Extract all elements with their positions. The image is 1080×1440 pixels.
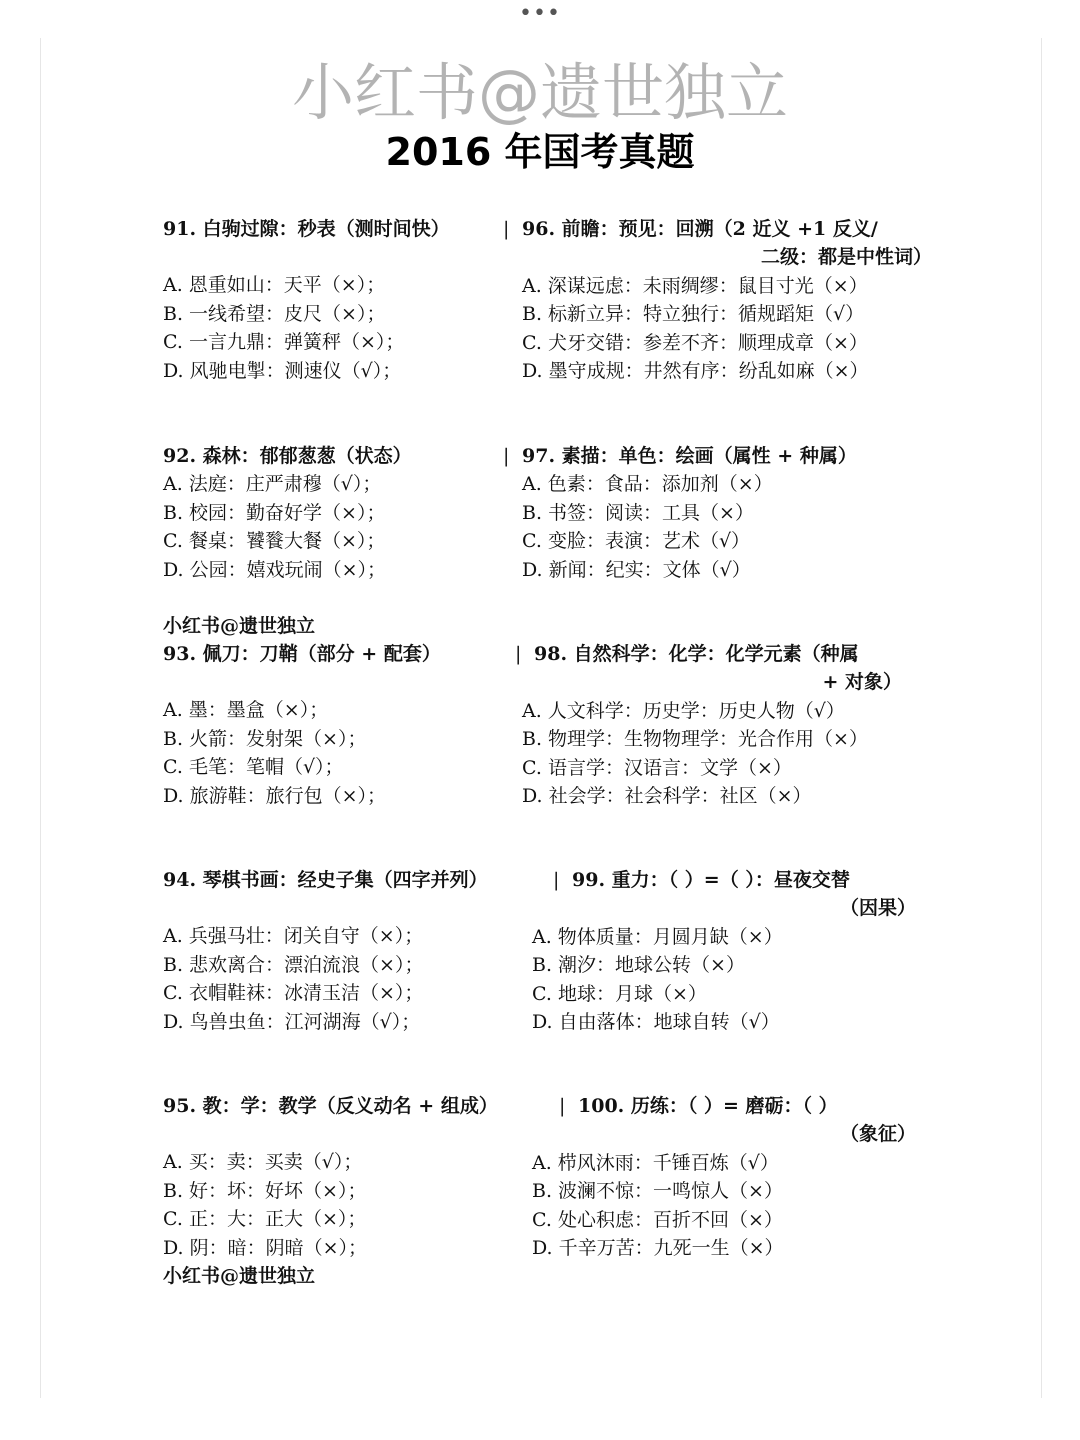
question-99-option-c: C. 地球：月球（×） [532, 982, 707, 1005]
question-96-option-a: A. 深谋远虑：未雨绸缪：鼠目寸光（×） [522, 274, 868, 297]
column-separator: | [553, 869, 560, 891]
question-97-option-a: A. 色素：食品：添加剂（×） [522, 473, 773, 496]
question-99-stem: 99. 重力：（ ）=（ ）：昼夜交替 [572, 869, 850, 891]
question-99-stem-continued: （因果） [839, 897, 916, 920]
question-91-option-b: B. 一线希望：皮尺（×）； [163, 302, 386, 325]
question-93-option-a: A. 墨：墨盒（×）； [163, 699, 329, 722]
question-93-option-c: C. 毛笔：笔帽（√）； [163, 756, 344, 779]
column-separator: | [503, 445, 510, 467]
question-99 [532, 866, 916, 1036]
question-97-option-c: C. 变脸：表演：艺术（√） [522, 530, 751, 553]
question-92-stem: 92. 森林：郁郁葱葱（状态） [163, 445, 412, 467]
question-100-option-c: C. 处心积虑：百折不回（×） [532, 1208, 783, 1231]
question-96-option-d: D. 墨守成规：井然有序：纷乱如麻（×） [522, 360, 869, 383]
question-94-option-d: D. 鸟兽虫鱼：江河湖海（√）； [163, 1010, 421, 1033]
question-96-option-c: C. 犬牙交错：参差不齐：顺理成章（×） [522, 331, 868, 354]
question-97-option-d: D. 新闻：纪实：文体（√） [522, 558, 751, 581]
question-100-option-a: A. 栉风沐雨：千锤百炼（√） [532, 1151, 779, 1174]
question-96-stem-continued: 二级：都是中性词） [760, 246, 932, 269]
question-93-stem: 93. 佩刀：刀鞘（部分 + 配套） [163, 643, 441, 665]
question-91 [163, 215, 450, 385]
more-options-icon[interactable]: ••• [519, 1, 561, 26]
question-93 [163, 640, 441, 810]
question-92-option-b: B. 校园：勤奋好学（×）； [163, 501, 386, 524]
question-99-option-d: D. 自由落体：地球自转（√） [532, 1011, 780, 1034]
question-93-option-b: B. 火箭：发射架（×）； [163, 727, 367, 750]
question-91-stem: 91. 白驹过隙：秒表（测时间快） [163, 218, 450, 240]
question-97-option-b: B. 书签：阅读：工具（×） [522, 501, 754, 524]
question-95-option-d: D. 阴：暗：阴暗（×）； [163, 1236, 368, 1259]
question-91-option-c: C. 一言九鼎：弹簧秤（×）； [163, 331, 405, 354]
question-98-stem-continued: + 对象） [822, 671, 902, 694]
question-95 [163, 1092, 498, 1262]
question-98 [522, 640, 902, 810]
inline-watermark: 小红书@遗世独立 [163, 615, 316, 637]
question-97-stem: 97. 素描：单色：绘画（属性 + 种属） [522, 445, 857, 467]
inline-watermark: 小红书@遗世独立 [163, 1265, 316, 1287]
question-100-option-d: D. 千辛万苦：九死一生（×） [532, 1237, 784, 1260]
watermark-title: 小红书@遗世独立 [291, 56, 788, 129]
question-100-stem-continued: （象征） [839, 1123, 916, 1146]
question-96-stem: 96. 前瞻：预见：回溯（2 近义 +1 反义/ [522, 218, 878, 240]
question-91-option-d: D. 风驰电掣：测速仪（√）； [163, 359, 402, 382]
question-94-option-a: A. 兵强马壮：闭关自守（×）； [163, 925, 424, 948]
question-92-option-c: C. 餐桌：饕餮大餐（×）； [163, 530, 386, 553]
question-98-stem: 98. 自然科学：化学：化学元素（种属 [534, 643, 859, 665]
question-99-option-b: B. 潮汐：地球公转（×） [532, 954, 745, 977]
question-98-option-c: C. 语言学：汉语言：文学（×） [522, 756, 792, 779]
question-95-option-a: A. 买：卖：买卖（√）； [163, 1151, 363, 1174]
question-100 [532, 1092, 916, 1262]
question-94 [163, 866, 488, 1036]
question-94-option-c: C. 衣帽鞋袜：冰清玉洁（×）； [163, 982, 424, 1005]
question-95-option-c: C. 正：大：正大（×）； [163, 1208, 367, 1231]
question-96-option-b: B. 标新立异：特立独行：循规蹈矩（√） [522, 303, 865, 326]
question-98-option-d: D. 社会学：社会科学：社区（×） [522, 785, 812, 808]
question-100-stem: 100. 历练：（ ）= 磨砺：（ ） [578, 1095, 838, 1117]
question-94-option-b: B. 悲欢离合：漂泊流浪（×）； [163, 953, 424, 976]
question-92 [163, 442, 412, 584]
question-95-option-b: B. 好：坏：好坏（×）； [163, 1179, 367, 1202]
column-separator: | [559, 1095, 566, 1117]
column-separator: | [515, 643, 522, 665]
question-98-option-b: B. 物理学：生物物理学：光合作用（×） [522, 728, 868, 751]
question-95-stem: 95. 教：学：教学（反义动名 + 组成） [163, 1095, 498, 1117]
page-title: 2016 年国考真题 [385, 130, 695, 174]
question-100-option-b: B. 波澜不惊：一鸣惊人（×） [532, 1180, 783, 1203]
question-93-option-d: D. 旅游鞋：旅行包（×）； [163, 784, 387, 807]
question-97 [522, 442, 857, 584]
question-99-option-a: A. 物体质量：月圆月缺（×） [532, 925, 783, 948]
question-92-option-a: A. 法庭：庄严肃穆（√）； [163, 473, 382, 496]
question-91-option-a: A. 恩重如山：天平（×）； [163, 274, 386, 297]
column-separator: | [503, 218, 510, 240]
question-96 [522, 215, 932, 385]
question-92-option-d: D. 公园：嬉戏玩闹（×）； [163, 558, 387, 581]
question-94-stem: 94. 琴棋书画：经史子集（四字并列） [163, 869, 488, 891]
question-98-option-a: A. 人文科学：历史学：历史人物（√） [522, 699, 845, 722]
